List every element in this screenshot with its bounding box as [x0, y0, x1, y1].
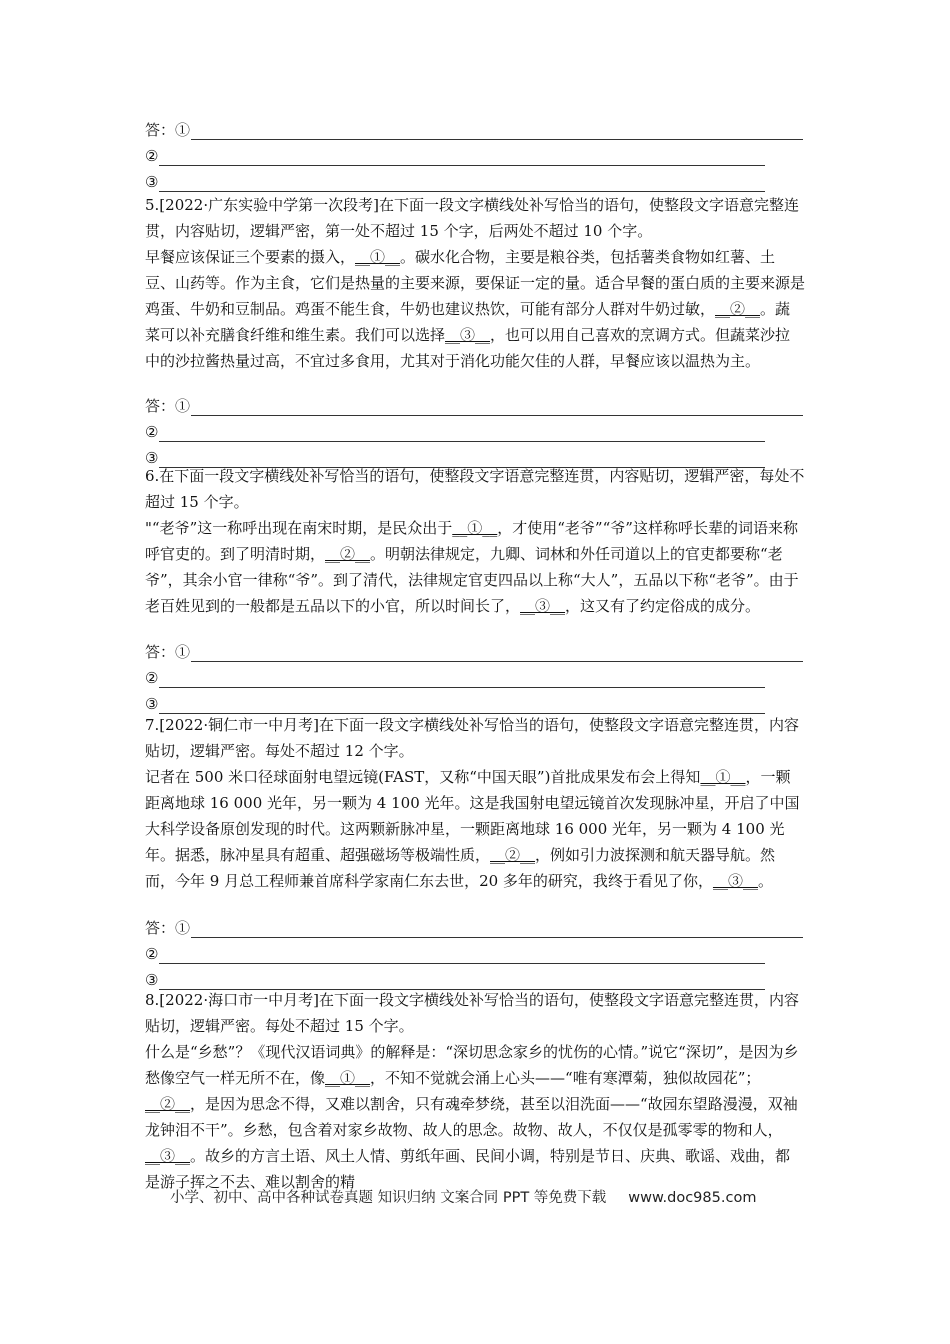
q7-answer-row-2[interactable] — [145, 938, 765, 964]
answer-label: 答：① — [145, 397, 191, 415]
q6-answer-row-1[interactable] — [145, 636, 803, 662]
question-6 — [145, 463, 805, 619]
q6-answer-row-3[interactable] — [145, 688, 765, 714]
blank-3: __③__ — [445, 326, 491, 344]
question-6-head: 6.在下面一段文字横线处补写恰当的语句，使整段文字语意完整连贯，内容贴切，逻辑严密，每处不超过 15 个字。 — [145, 467, 805, 511]
blank-1: __①__ — [325, 1069, 371, 1087]
answer-line[interactable] — [159, 945, 765, 964]
blank-3: __③__ — [145, 1147, 191, 1165]
q6-answer-row-2[interactable] — [145, 662, 765, 688]
blank-1: __①__ — [355, 248, 401, 266]
answer-row-1[interactable] — [145, 114, 803, 140]
answer-label: ③ — [145, 449, 159, 467]
question-5 — [145, 192, 805, 374]
question-8-head: 8.[2022·海口市一中月考]在下面一段文字横线处补写恰当的语句，使整段文字语意完整连贯，内容贴切，逻辑严密。每处不超过 15 个字。 — [145, 991, 799, 1035]
question-6-passage: "“老爷”这一称呼出现在南宋时期，是民众出于__①__，才使用“老爷”“爷”这样称呼长辈的词语来称呼官吏的。到了明清时期，__②__。明朝法律规定，九卿、词林和外任司道以上的官吏都要称“老爷”，其余小官一律称“爷”。到了清代，法律规定官吏四品以上称“大人”，五品以下称“老爷”。由于老百姓见到的一般都是五品以下的小官，所以时间长了，__③__，这又有了约定俗成的成分。 — [145, 519, 799, 615]
answer-label: ② — [145, 669, 159, 687]
footer-text: 小学、初中、高中各种试卷真题 知识归纳 文案合同 PPT 等免费下载 — [170, 1190, 607, 1206]
answer-label: ② — [145, 423, 159, 441]
answer-label: ③ — [145, 695, 159, 713]
blank-3: __③__ — [520, 597, 566, 615]
answer-row-3[interactable] — [145, 166, 765, 192]
answer-row-2[interactable] — [145, 140, 765, 166]
answer-label: ② — [145, 945, 159, 963]
answer-line[interactable] — [159, 173, 765, 192]
answer-label: 答：① — [145, 121, 191, 139]
blank-2: __②__ — [145, 1095, 191, 1113]
blank-2: __②__ — [490, 846, 536, 864]
blank-3: __③__ — [712, 872, 758, 890]
answer-line[interactable] — [191, 643, 803, 662]
q5-answer-row-1[interactable] — [145, 390, 803, 416]
answer-line[interactable] — [191, 397, 803, 416]
answer-line[interactable] — [191, 121, 803, 140]
answer-line[interactable] — [191, 919, 803, 938]
question-8-passage: 什么是“乡愁”？《现代汉语词典》的解释是：“深切思念家乡的忧伤的心情。”说它“深切”，是因为乡愁像空气一样无所不在，像__①__，不知不觉就会涌上心头——“唯有寒潭菊，独似故园花”；__②__，是因为思念不得，又难以割舍，只有魂牵梦绕，甚至以泪洗面——“故园东望路漫漫，双袖龙钟泪不干”。乡愁，包含着对家乡故物、故人的思念。故物、故人，不仅仅是孤零零的物和人，__③__。故乡的方言土语、风土人情、剪纸年画、民间小调，特别是节日、庆典、歌谣、戏曲，都是游子挥之不去、难以割舍的精 — [145, 1043, 799, 1191]
answer-line[interactable] — [159, 423, 765, 442]
question-7 — [145, 712, 805, 894]
answer-label: 答：① — [145, 643, 191, 661]
answer-label: ② — [145, 147, 159, 165]
q7-answer-row-1[interactable] — [145, 912, 803, 938]
question-7-passage: 记者在 500 米口径球面射电望远镜(FAST，又称“中国天眼”)首批成果发布会上得知__①__，一颗距离地球 16 000 光年，另一颗为 4 100 光年。这是我国射电望远镜首次发现脉冲星，开启了中国大科学设备原创发现的时代。这两颗新脉冲星，一颗距离地球 16 000 光年，另一颗为 4 100 光年。据悉，脉冲星具有超重、超强磁场等极端性质，__②__，例如引力波探测和航天器导航。然而，今年 9 月总工程师兼首席科学家南仁东去世，20 多年的研究，我终于看见了你，__③__。 — [145, 768, 800, 890]
footer-url[interactable]: www.doc985.com — [628, 1190, 757, 1206]
answer-label: ③ — [145, 971, 159, 989]
answer-label: 答：① — [145, 919, 191, 937]
answer-line[interactable] — [159, 669, 765, 688]
question-5-passage: 早餐应该保证三个要素的摄入，__①__。碳水化合物，主要是粮谷类，包括薯类食物如红薯、土豆、山药等。作为主食，它们是热量的主要来源，要保证一定的量。适合早餐的蛋白质的主要来源是鸡蛋、牛奶和豆制品。鸡蛋不能生食，牛奶也建议热饮，可能有部分人群对牛奶过敏，__②__。蔬菜可以补充膳食纤维和维生素。我们可以选择__③__，也可以用自己喜欢的烹调方式。但蔬菜沙拉中的沙拉酱热量过高，不宜过多食用，尤其对于消化功能欠佳的人群，早餐应该以温热为主。 — [145, 248, 806, 370]
blank-2: __②__ — [715, 300, 761, 318]
question-8 — [145, 987, 805, 1195]
question-5-head: 5.[2022·广东实验中学第一次段考]在下面一段文字横线处补写恰当的语句，使整段文字语意完整连贯，内容贴切，逻辑严密，第一处不超过 15 个字，后两处不超过 10 个字。 — [145, 196, 799, 240]
blank-2: __②__ — [325, 545, 371, 563]
answer-label: ③ — [145, 173, 159, 191]
question-7-head: 7.[2022·铜仁市一中月考]在下面一段文字横线处补写恰当的语句，使整段文字语意完整连贯，内容贴切，逻辑严密。每处不超过 12 个字。 — [145, 716, 799, 760]
q5-answer-row-2[interactable] — [145, 416, 765, 442]
page-footer — [170, 1188, 756, 1208]
blank-1: __①__ — [452, 519, 498, 537]
blank-1: __①__ — [700, 768, 746, 786]
answer-line[interactable] — [159, 147, 765, 166]
